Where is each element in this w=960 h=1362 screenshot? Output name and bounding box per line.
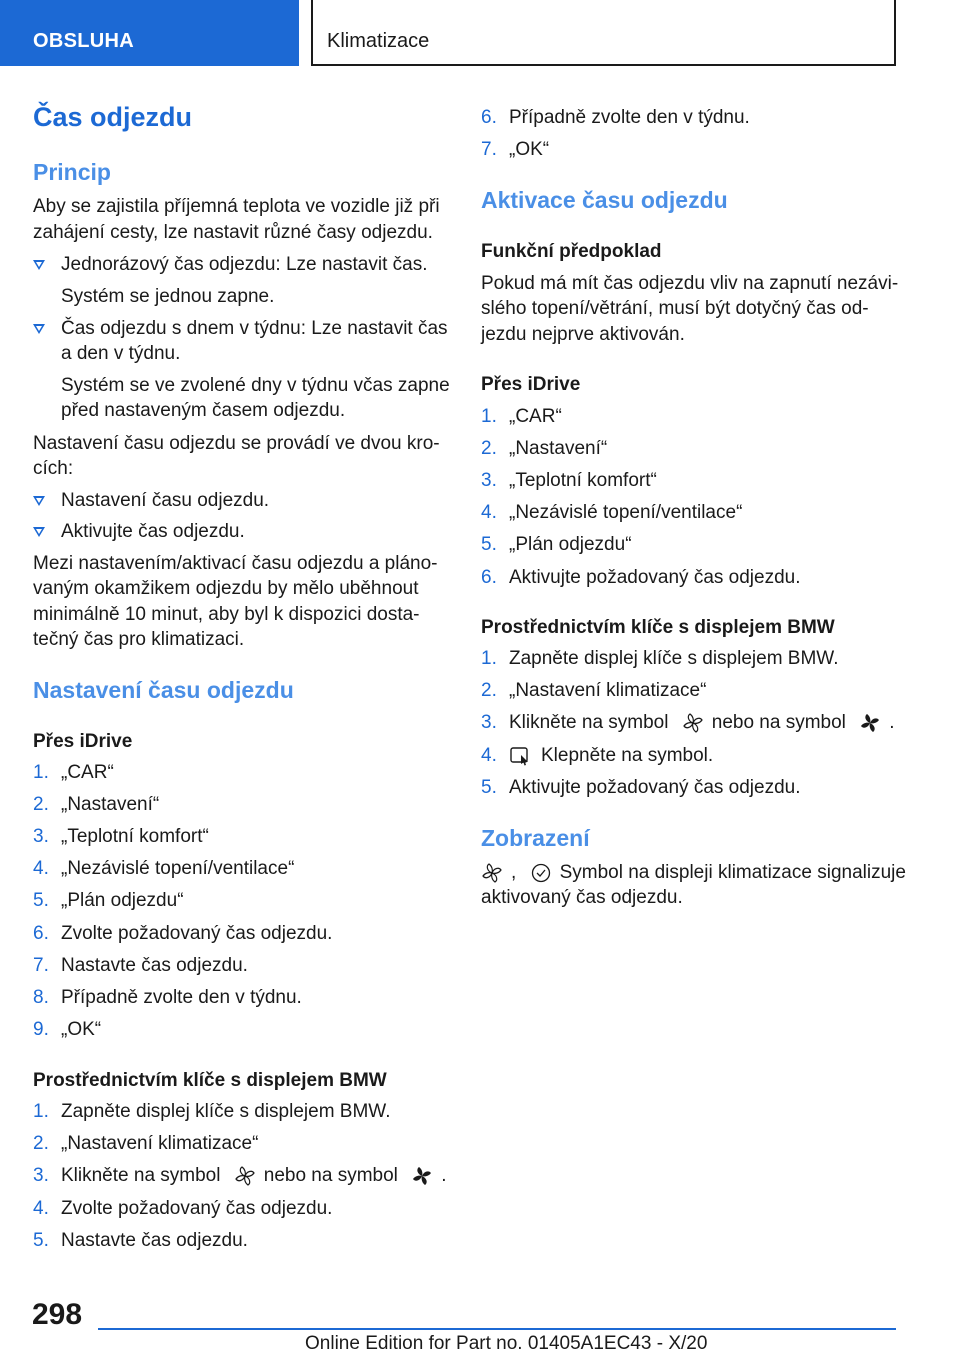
list-item: 3. Klikněte na symbol nebo na symbol . xyxy=(33,1165,447,1186)
triangle-bullet-icon xyxy=(33,496,45,506)
bullet-item: Aktivujte čas odjezdu. xyxy=(33,519,245,544)
activation-heading: Aktivace času odjezdu xyxy=(481,187,728,213)
steps-intro-line-1: Nastavení času odjezdu se provádí ve dvou kro- xyxy=(33,433,440,454)
intro-line-1: Aby se zajistila příjemná teplota ve vozidle již při xyxy=(33,196,440,217)
chapter-tab: Klimatizace xyxy=(311,0,896,66)
list-item: 5. Aktivujte požadovaný čas odjezdu. xyxy=(481,777,801,798)
prereq-line-3: jezdu nejprve aktivován. xyxy=(481,324,685,345)
list-item: 4. Klepněte na symbol. xyxy=(481,745,714,766)
list-item: 2. „Nastavení klimatizace“ xyxy=(33,1133,259,1154)
bullet-continuation: a den v týdnu. xyxy=(61,343,181,364)
list-item: 2. „Nastavení klimatizace“ xyxy=(481,680,707,701)
list-item: 5. „Plán odjezdu“ xyxy=(33,890,184,911)
list-item: 7. Nastavte čas odjezdu. xyxy=(33,955,248,976)
list-item: 1. Zapněte displej klíče s displejem BMW. xyxy=(33,1101,391,1122)
idrive-heading: Přes iDrive xyxy=(33,731,133,752)
list-item: 4. „Nezávislé topení/ventilace“ xyxy=(33,858,295,879)
bullet-note: Systém se ve zvolené dny v týdnu včas zapne xyxy=(61,375,450,396)
fan-filled-icon xyxy=(411,1165,433,1187)
prereq-heading: Funkční předpoklad xyxy=(481,241,662,262)
display-line-1: , Symbol na displeji klimatizace signalizuje xyxy=(481,860,906,885)
list-item: 4. „Nezávislé topení/ventilace“ xyxy=(481,502,743,523)
list-item: 5. Nastavte čas odjezdu. xyxy=(33,1230,248,1251)
list-item: 4. Zvolte požadovaný čas odjezdu. xyxy=(33,1198,333,1219)
note-line-3: minimálně 10 minut, aby byl k dispozici dosta- xyxy=(33,604,420,625)
idrive-heading: Přes iDrive xyxy=(481,374,581,395)
fan-filled-icon xyxy=(859,712,881,734)
clock-icon xyxy=(530,862,552,884)
fan-outline-icon xyxy=(234,1165,256,1187)
list-item: 6. Případně zvolte den v týdnu. xyxy=(481,107,750,128)
note-line-2: vaným okamžikem odjezdu by mělo uběhnout xyxy=(33,578,419,599)
prereq-line-2: slého topení/větrání, musí být dotyčný čas od- xyxy=(481,298,869,319)
list-item: 7. „OK“ xyxy=(481,139,550,160)
principle-heading: Princip xyxy=(33,159,111,185)
key-heading: Prostřednictvím klíče s displejem BMW xyxy=(33,1070,387,1091)
list-item: 5. „Plán odjezdu“ xyxy=(481,534,632,555)
display-line-2: aktivovaný čas odjezdu. xyxy=(481,887,683,908)
note-line-4: tečný čas pro klimatizaci. xyxy=(33,629,245,650)
section-tab: OBSLUHA xyxy=(0,0,299,66)
bullet-note: před nastaveným časem odjezdu. xyxy=(61,400,346,421)
top-bar xyxy=(0,0,960,66)
touch-display-icon xyxy=(509,745,533,767)
bullet-note: Systém se jednou zapne. xyxy=(61,286,275,307)
display-heading: Zobrazení xyxy=(481,825,590,851)
bullet-item: Nastavení času odjezdu. xyxy=(33,488,269,513)
list-item: 6. Zvolte požadovaný čas odjezdu. xyxy=(33,923,333,944)
list-item: 1. „CAR“ xyxy=(481,406,562,427)
triangle-bullet-icon xyxy=(33,260,45,270)
footer-edition: Online Edition for Part no. 01405A1EC43 - X/20 xyxy=(305,1333,708,1354)
prereq-line-1: Pokud má mít čas odjezdu vliv na zapnutí nezávi- xyxy=(481,273,899,294)
key-heading: Prostřednictvím klíče s displejem BMW xyxy=(481,617,835,638)
page-number: 298 xyxy=(32,1298,83,1331)
list-item: 3. Klikněte na symbol nebo na symbol . xyxy=(481,712,895,733)
list-item: 1. Zapněte displej klíče s displejem BMW. xyxy=(481,648,839,669)
bullet-item: Jednorázový čas odjezdu: Lze nastavit čas. xyxy=(33,252,427,277)
page-title: Čas odjezdu xyxy=(33,102,193,132)
footer-divider xyxy=(98,1328,896,1330)
bullet-item: Čas odjezdu s dnem v týdnu: Lze nastavit čas xyxy=(33,316,448,341)
intro-line-2: zahájení cesty, lze nastavit různé časy odjezdu. xyxy=(33,222,433,243)
steps-intro-line-2: cích: xyxy=(33,458,74,479)
list-item: 3. „Teplotní komfort“ xyxy=(33,826,209,847)
list-item: 1. „CAR“ xyxy=(33,762,114,783)
list-item: 9. „OK“ xyxy=(33,1019,102,1040)
setting-heading: Nastavení času odjezdu xyxy=(33,677,294,703)
list-item: 3. „Teplotní komfort“ xyxy=(481,470,657,491)
fan-outline-icon xyxy=(682,712,704,734)
list-item: 2. „Nastavení“ xyxy=(33,794,160,815)
list-item: 6. Aktivujte požadovaný čas odjezdu. xyxy=(481,567,801,588)
list-item: 8. Případně zvolte den v týdnu. xyxy=(33,987,302,1008)
list-item: 2. „Nastavení“ xyxy=(481,438,608,459)
triangle-bullet-icon xyxy=(33,527,45,537)
note-line-1: Mezi nastavením/aktivací času odjezdu a pláno- xyxy=(33,553,438,574)
fan-outline-icon xyxy=(481,862,503,884)
triangle-bullet-icon xyxy=(33,324,45,334)
